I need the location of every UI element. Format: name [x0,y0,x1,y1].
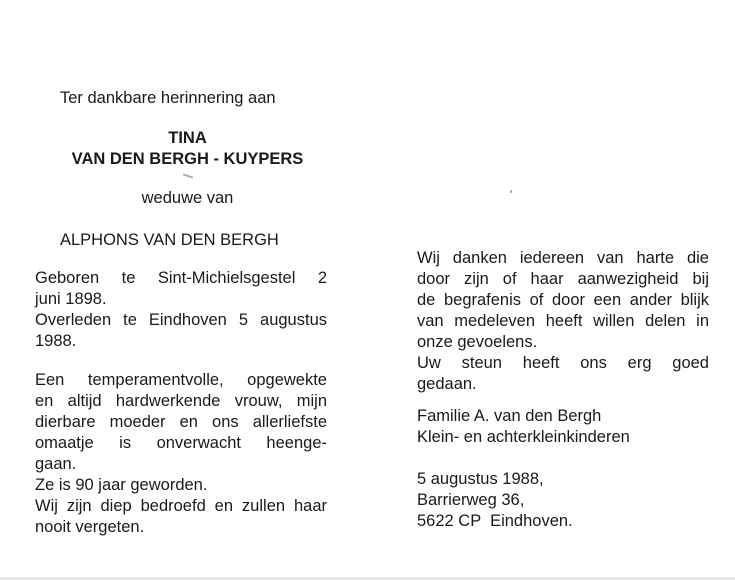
address-block [417,469,717,532]
family-line: Familie A. van den Bergh [417,407,602,425]
address-line: 5622 CP Eindhoven. [417,512,573,530]
deceased-full-name: VAN DEN BERGH - KUYPERS [71,150,304,168]
tribute-paragraph [35,370,327,538]
died-line: Overleden te Eindhoven 5 augustus [35,311,327,329]
tribute-line: dierbare moeder en ons allerliefste [35,413,327,431]
deceased-first-name: TINA [168,129,207,147]
thanks-paragraph [417,248,709,395]
thanks-line: Uw steun heeft ons erg goed [417,354,709,372]
thanks-line: gedaan. [417,375,477,393]
tribute-line: nooit vergeten. [35,518,145,536]
tribute-line: Ze is 90 jaar geworden. [35,476,208,494]
spouse-name: ALPHONS VAN DEN BERGH [60,231,279,249]
intro-line: Ter dankbare herinnering aan [60,89,276,107]
tribute-line: omaatje is onverwacht heenge- [35,434,327,452]
family-line: Klein- en achterkleinkinderen [417,428,630,446]
thanks-line: onze gevoelens. [417,333,538,351]
thanks-line: van medeleven heeft willen delen in [417,312,709,330]
tribute-line: gaan. [35,455,77,473]
print-mark [183,174,193,179]
family-signature [417,406,717,448]
born-paragraph [35,268,327,310]
thanks-line: door zijn of haar aanwezigheid bij [417,270,709,288]
widow-of-label: weduwe van [141,189,234,207]
thanks-line: de begrafenis of door een ander blijk [417,291,709,309]
address-line: 5 augustus 1988, [417,470,544,488]
born-line: Geboren te Sint-Michielsgestel 2 [35,269,327,287]
thanks-line: Wij danken iedereen van harte die [417,249,709,267]
address-line: Barrierweg 36, [417,491,525,509]
tribute-line: Een temperamentvolle, opgewekte [35,371,327,389]
tribute-line: Wij zijn diep bedroefd en zullen haar [35,497,327,515]
born-line: juni 1898. [35,290,107,308]
died-paragraph [35,310,327,352]
tribute-line: en altijd hardwerkende vrouw, mijn [35,392,327,410]
print-speck [510,190,512,193]
died-line: 1988. [35,332,77,350]
